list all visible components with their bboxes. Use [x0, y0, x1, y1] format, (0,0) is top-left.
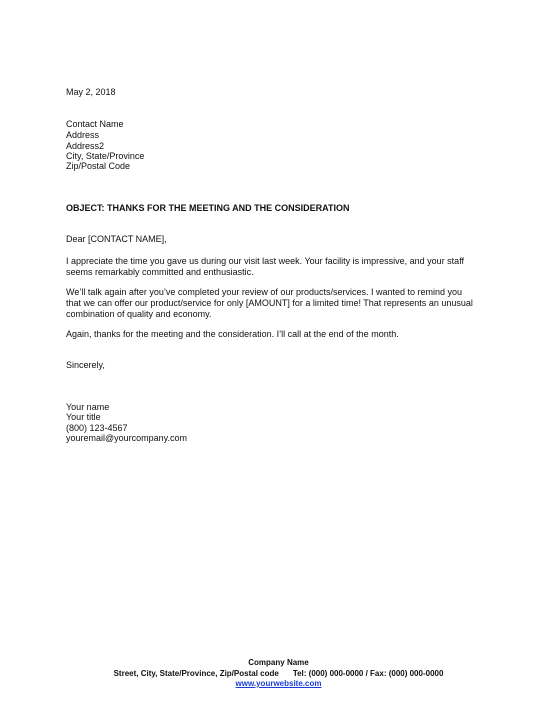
recipient-name: Contact Name	[66, 119, 124, 129]
recipient-city: City, State/Province	[66, 151, 145, 161]
body-paragraph-3: Again, thanks for the meeting and the consideration. I’ll call at the end of the month.	[66, 329, 399, 339]
footer-website-link[interactable]: www.yourwebsite.com	[235, 679, 322, 688]
footer-website-line	[0, 679, 557, 689]
body-paragraph-2: We’ll talk again after you’ve completed your review of our products/services. I wanted to remind you that we can offer our product/service for only [AMOUNT] for a limited time! That represents an unusual combination of quality and economy.	[66, 287, 473, 319]
letter-closing: Sincerely,	[66, 360, 105, 370]
recipient-zip: Zip/Postal Code	[66, 161, 131, 171]
letter-salutation: Dear [CONTACT NAME],	[66, 234, 167, 244]
footer-address: Street, City, State/Province, Zip/Postal code	[113, 669, 279, 678]
body-paragraph-1: I appreciate the time you gave us during our visit last week. Your facility is impressive, and your staff seems remarkably committed and enthusiastic.	[66, 256, 465, 277]
signature-phone: (800) 123-4567	[66, 423, 128, 433]
footer-company: Company Name	[248, 658, 309, 667]
recipient-address1: Address	[66, 130, 100, 140]
signature-name: Your name	[66, 402, 110, 412]
letter-subject: OBJECT: THANKS FOR THE MEETING AND THE CONSIDERATION	[66, 203, 350, 213]
signature-email: youremail@yourcompany.com	[66, 433, 188, 443]
footer-contact: Tel: (000) 000-0000 / Fax: (000) 000-0000	[292, 669, 444, 678]
footer-address-line	[0, 669, 557, 679]
signature-title: Your title	[66, 412, 101, 422]
letter-date: May 2, 2018	[66, 87, 116, 97]
recipient-address2: Address2	[66, 141, 105, 151]
